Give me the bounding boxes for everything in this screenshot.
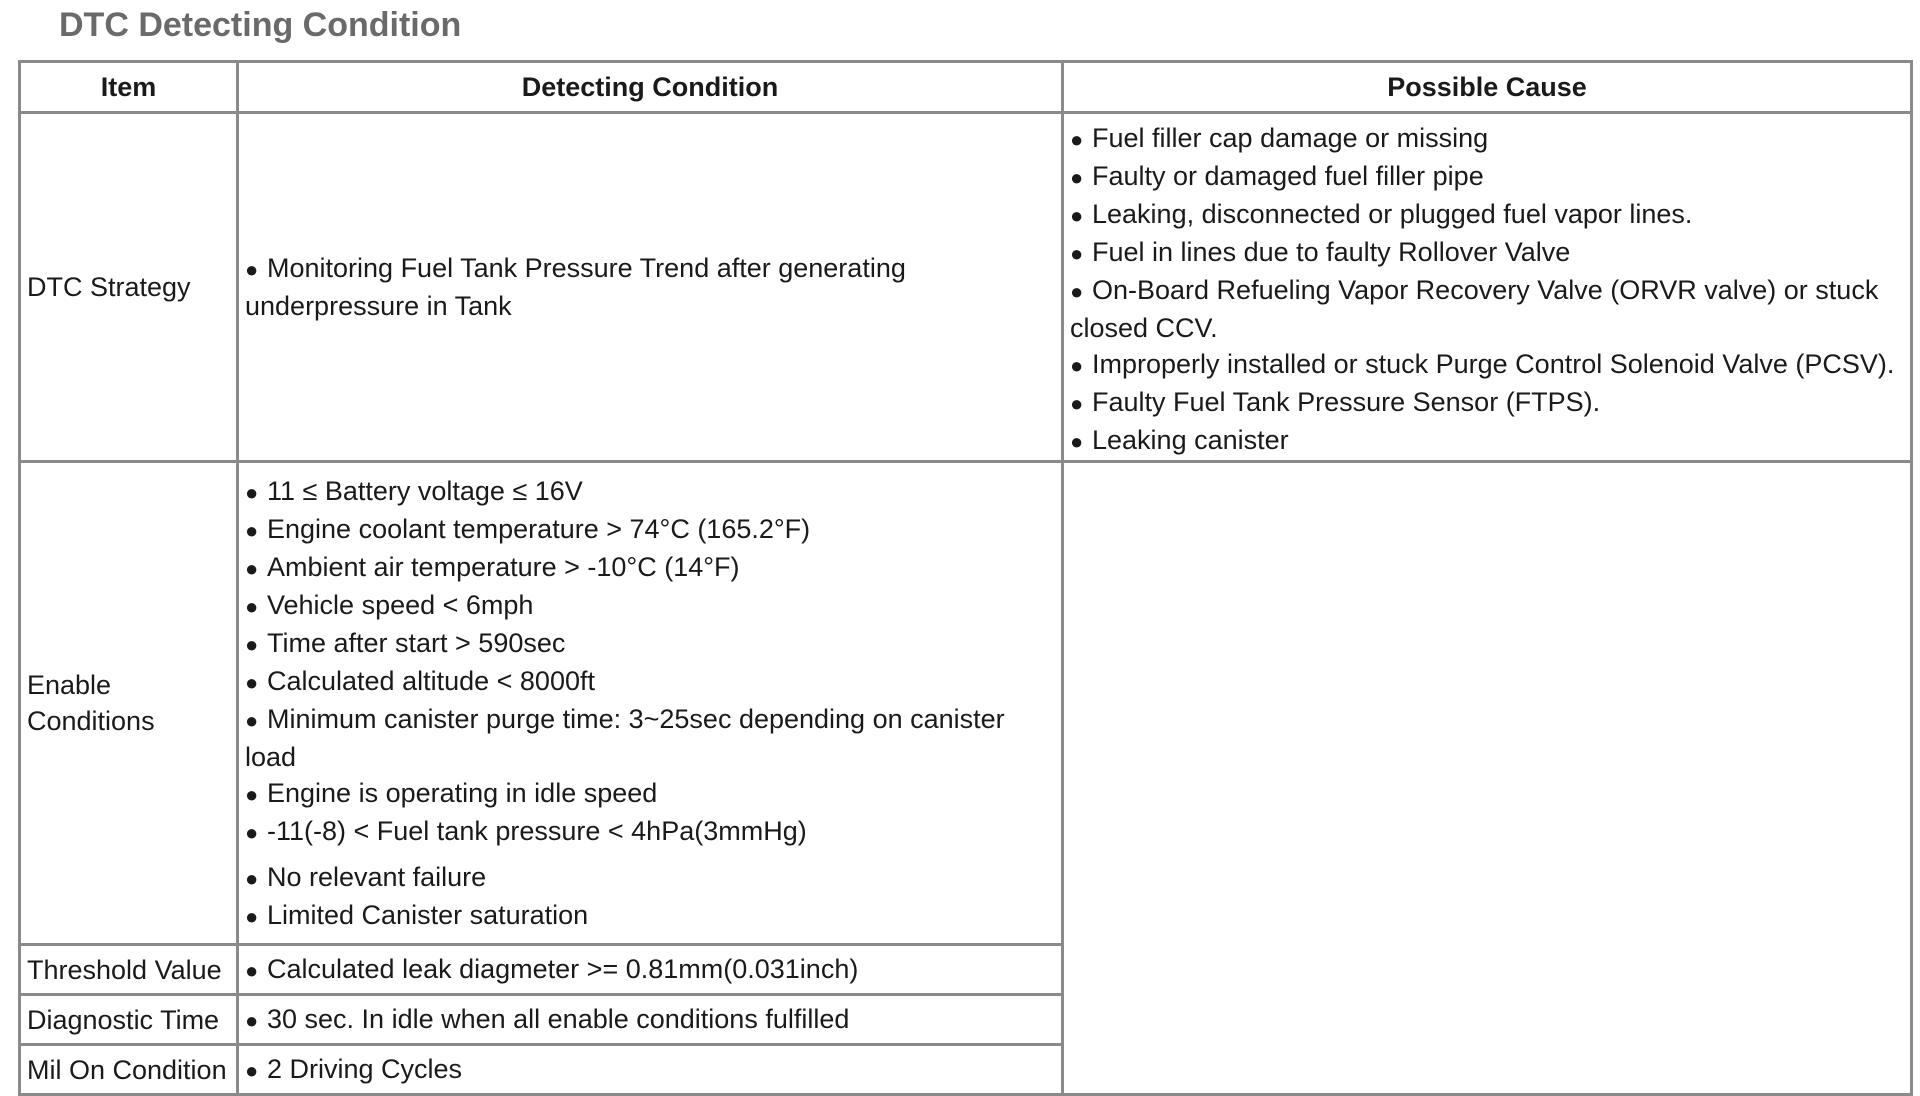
item-diagnostic-time: Diagnostic Time <box>20 995 238 1045</box>
list-item: ● Faulty or damaged fuel filler pipe <box>1070 158 1904 196</box>
dtc-condition-table <box>18 60 1913 1096</box>
bullet-icon: ● <box>245 1057 259 1083</box>
bullet-icon: ● <box>245 904 259 929</box>
table-row-enable-conditions <box>20 462 1912 945</box>
list-item: ● Time after start > 590sec <box>245 625 1055 663</box>
conditions-threshold <box>238 945 1063 995</box>
bullet-icon: ● <box>245 957 259 983</box>
list-item: ● Limited Canister saturation <box>245 897 1055 935</box>
list-item: ● 2 Driving Cycles <box>245 1051 1055 1089</box>
list-item: ● Ambient air temperature > -10°C (14°F) <box>245 549 1055 587</box>
list-item: ● Monitoring Fuel Tank Pressure Trend after generating underpressure in Tank <box>245 253 906 321</box>
list-item: ● Minimum canister purge time: 3~25sec depending on canister load <box>245 704 1005 772</box>
bullet-icon: ● <box>245 518 259 543</box>
bullet-icon: ● <box>245 820 259 845</box>
list-item: ● 30 sec. In idle when all enable conditions fulfilled <box>245 1001 1055 1039</box>
list-item: ● Leaking canister <box>1070 422 1904 460</box>
list-item: ● Calculated altitude < 8000ft <box>245 663 1055 701</box>
table-header-row <box>20 62 1912 113</box>
header-item: Item <box>20 62 238 113</box>
header-possible-cause: Possible Cause <box>1063 62 1912 113</box>
bullet-icon: ● <box>245 1007 259 1033</box>
bullet-icon: ● <box>245 556 259 581</box>
table-row-dtc-strategy <box>20 113 1912 462</box>
bullet-icon: ● <box>1070 165 1084 190</box>
item-mil-on-condition: Mil On Condition <box>20 1045 238 1095</box>
list-item: ● 11 ≤ Battery voltage ≤ 16V <box>245 473 1055 511</box>
possible-cause-empty <box>1063 462 1912 1095</box>
bullet-icon: ● <box>245 670 259 695</box>
bullet-icon: ● <box>245 257 259 282</box>
list-item: ● Leaking, disconnected or plugged fuel vapor lines. <box>1070 196 1904 234</box>
list-item: ● Engine coolant temperature > 74°C (165.2°F) <box>245 511 1055 549</box>
bullet-icon: ● <box>1070 127 1084 152</box>
list-item: ● -11(-8) < Fuel tank pressure < 4hPa(3mmHg) <box>245 813 1055 851</box>
bullet-icon: ● <box>245 708 259 733</box>
page-title: DTC Detecting Condition <box>59 6 462 44</box>
item-threshold-value: Threshold Value <box>20 945 238 995</box>
list-item: ● Engine is operating in idle speed <box>245 775 1055 813</box>
list-item: ● No relevant failure <box>245 859 1055 897</box>
bullet-icon: ● <box>245 632 259 657</box>
bullet-icon: ● <box>1070 279 1084 304</box>
list-item: ● Faulty Fuel Tank Pressure Sensor (FTPS). <box>1070 384 1904 422</box>
header-detecting-condition: Detecting Condition <box>238 62 1063 113</box>
item-enable-conditions: Enable Conditions <box>20 462 238 945</box>
list-item: ● Vehicle speed < 6mph <box>245 587 1055 625</box>
list-item: ● Improperly installed or stuck Purge Control Solenoid Valve (PCSV). <box>1070 346 1904 384</box>
bullet-icon: ● <box>1070 353 1084 378</box>
conditions-diagnostic-time <box>238 995 1063 1045</box>
bullet-icon: ● <box>245 866 259 891</box>
bullet-icon: ● <box>1070 391 1084 416</box>
bullet-icon: ● <box>245 480 259 505</box>
item-dtc-strategy: DTC Strategy <box>20 113 238 462</box>
list-item: ● Fuel filler cap damage or missing <box>1070 120 1904 158</box>
bullet-icon: ● <box>245 594 259 619</box>
possible-cause-list <box>1063 113 1912 462</box>
conditions-enable <box>238 462 1063 945</box>
bullet-icon: ● <box>245 782 259 807</box>
bullet-icon: ● <box>1070 203 1084 228</box>
list-item: ● Fuel in lines due to faulty Rollover Valve <box>1070 234 1904 272</box>
conditions-dtc-strategy <box>238 113 1063 462</box>
list-item: ● On-Board Refueling Vapor Recovery Valve (ORVR valve) or stuck closed CCV. <box>1070 275 1879 343</box>
conditions-mil-on <box>238 1045 1063 1095</box>
bullet-icon: ● <box>1070 241 1084 266</box>
bullet-icon: ● <box>1070 429 1084 454</box>
list-item: ● Calculated leak diagmeter >= 0.81mm(0.031inch) <box>245 951 1055 989</box>
